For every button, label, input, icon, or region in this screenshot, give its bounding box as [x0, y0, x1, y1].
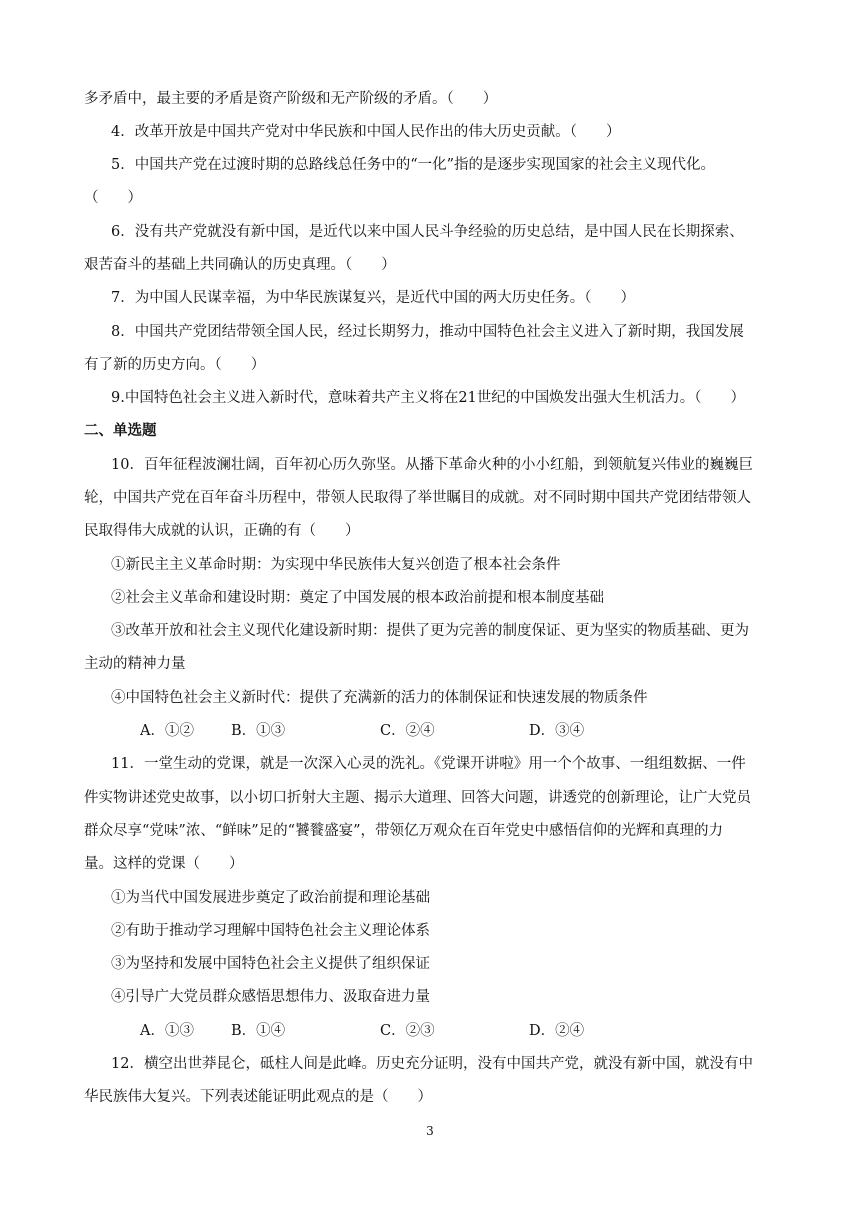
text-line: 主动的精神力量 [84, 656, 186, 672]
statement-2: ②有助于推动学习理解中国特色社会主义理论体系 [111, 923, 430, 939]
section-heading: 二、单选题 [84, 423, 157, 439]
option-c: C．②④ [380, 723, 435, 739]
true-false-question-9: 9.中国特色社会主义进入新时代，意味着共产主义将在21世纪的中国焕发出强大生机活力。（ ） [111, 390, 746, 406]
text-line: 有了新的历史方向。（ ） [84, 357, 266, 373]
statement-1: ①为当代中国发展进步奠定了政治前提和理论基础 [111, 890, 430, 906]
text-line: 华民族伟大复兴。下列表述能证明此观点的是（ ） [84, 1089, 432, 1105]
statement-3: ③为坚持和发展中国特色社会主义提供了组织保证 [111, 956, 430, 972]
question-11-stem: 11．一堂生动的党课，就是一次深入心灵的洗礼。《党课开讲啦》用一个个故事、一组组数据、一件 [111, 756, 746, 772]
text-line: 件实物讲述党史故事，以小切口折射大主题、揭示大道理、回答大问题，讲透党的创新理论，让广大党员 [84, 790, 751, 806]
option-a: A．①② [140, 723, 194, 739]
text-line: （ ） [84, 190, 142, 206]
true-false-question-5: 5．中国共产党在过渡时期的总路线总任务中的“一化”指的是逐步实现国家的社会主义现代化。 [111, 157, 716, 173]
option-b: B．①④ [231, 1023, 286, 1039]
text-line: 轮，中国共产党在百年奋斗历程中，带领人民取得了举世瞩目的成就。对不同时期中国共产党团结带领人 [84, 490, 751, 506]
statement-1: ①新民主主义革命时期：为实现中华民族伟大复兴创造了根本社会条件 [111, 557, 561, 573]
question-12-stem: 12．横空出世莽昆仑，砥柱人间是此峰。历史充分证明，没有中国共产党，就没有新中国，就没有中 [111, 1056, 753, 1072]
statement-3: ③改革开放和社会主义现代化建设新时期：提供了更为完善的制度保证、更为坚实的物质基础、更为 [111, 623, 749, 639]
text-line: 民取得伟大成就的认识，正确的有（ ） [84, 523, 360, 539]
true-false-question-7: 7．为中国人民谋幸福，为中华民族谋复兴，是近代中国的两大历史任务。（ ） [111, 290, 635, 306]
text-line: 艰苦奋斗的基础上共同确认的历史真理。（ ） [84, 257, 396, 273]
text-line: 群众尽享“党味”浓、“鲜味”足的“饕餮盛宴”，带领亿万观众在百年党史中感悟信仰的光辉和真理的力 [84, 823, 723, 839]
statement-2: ②社会主义革命和建设时期：奠定了中国发展的根本政治前提和根本制度基础 [111, 590, 604, 606]
true-false-question-6: 6．没有共产党就没有新中国，是近代以来中国人民斗争经验的历史总结，是中国人民在长期探索、 [111, 224, 744, 240]
statement-4: ④中国特色社会主义新时代：提供了充满新的活力的体制保证和快速发展的物质条件 [111, 690, 648, 706]
option-d: D．③④ [529, 723, 585, 739]
statement-4: ④引导广大党员群众感悟思想伟力、汲取奋进力量 [111, 989, 430, 1005]
text-line: 多矛盾中，最主要的矛盾是资产阶级和无产阶级的矛盾。（ ） [84, 91, 498, 107]
true-false-question-8: 8．中国共产党团结带领全国人民，经过长期努力，推动中国特色社会主义进入了新时期，我国发展 [111, 324, 744, 340]
option-a: A．①③ [140, 1023, 194, 1039]
text-line: 量。这样的党课（ ） [84, 856, 244, 872]
option-c: C．②③ [380, 1023, 435, 1039]
question-10-stem: 10．百年征程波澜壮阔，百年初心历久弥坚。从播下革命火种的小小红船，到领航复兴伟业的巍巍巨 [111, 457, 753, 473]
true-false-question-4: 4．改革开放是中国共产党对中华民族和中国人民作出的伟大历史贡献。（ ） [111, 124, 621, 140]
page-number: 3 [426, 1124, 434, 1138]
option-d: D．②④ [529, 1023, 585, 1039]
option-b: B．①③ [231, 723, 286, 739]
